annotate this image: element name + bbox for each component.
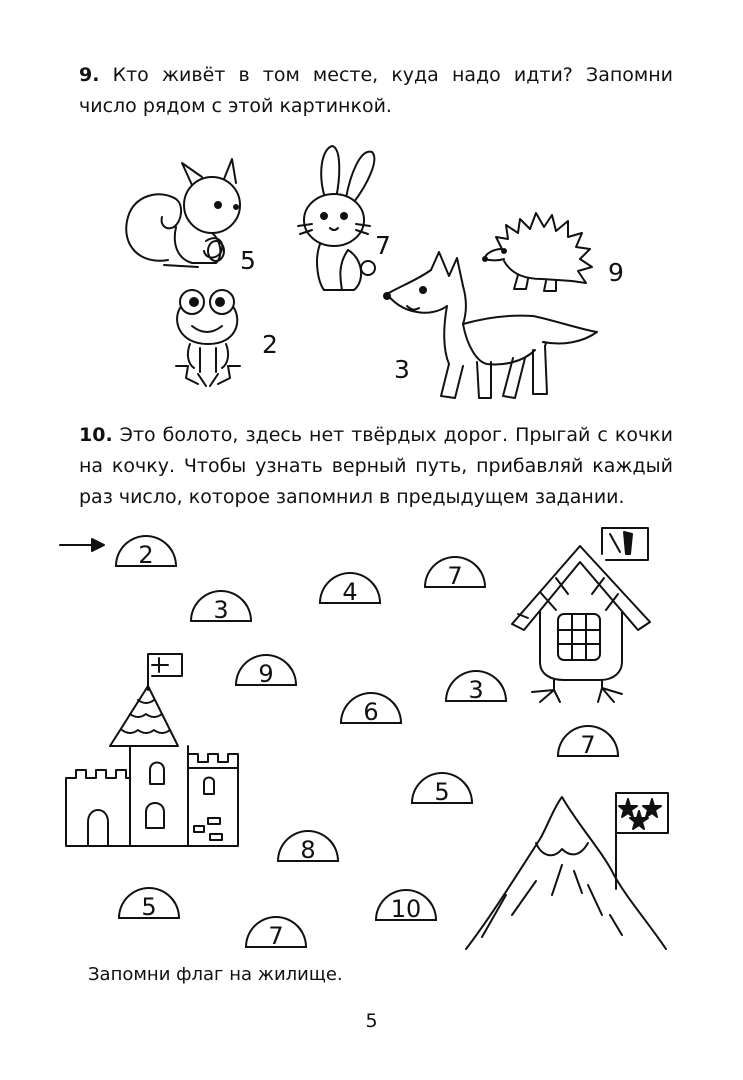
- stone-4[interactable]: 4: [319, 572, 381, 604]
- frog-image: [170, 288, 248, 388]
- stone-6[interactable]: 6: [340, 692, 402, 724]
- wolf-number: 3: [394, 355, 410, 384]
- start-arrow-icon: [58, 537, 106, 553]
- squirrel-image: [120, 155, 245, 280]
- stone-3a[interactable]: 3: [190, 590, 252, 622]
- wolf-image: [383, 250, 603, 405]
- hut-on-legs-image: [510, 522, 660, 707]
- task-10-body: Это болото, здесь нет твёрдых дорог. Прыгай с кочки на кочку. Чтобы узнать верный путь, прибавляй каждый раз число, которое запомнил в предыдущем задании.: [79, 424, 673, 508]
- squirrel-number: 5: [240, 246, 256, 275]
- stone-8[interactable]: 8: [277, 830, 339, 862]
- stone-2[interactable]: 2: [115, 535, 177, 567]
- stone-9[interactable]: 9: [235, 654, 297, 686]
- task-9-text: [79, 60, 673, 122]
- rabbit-image: [296, 140, 386, 295]
- task-10-number: 10.: [79, 424, 113, 446]
- page-number: 5: [365, 1010, 378, 1032]
- frog-number: 2: [262, 330, 278, 359]
- castle-image: [60, 650, 250, 850]
- stone-5b[interactable]: 5: [118, 887, 180, 919]
- mountain-image: [462, 785, 672, 955]
- task-9-number: 9.: [79, 64, 100, 86]
- hedgehog-number: 9: [608, 258, 624, 287]
- stone-10[interactable]: 10: [375, 889, 437, 921]
- stone-3b[interactable]: 3: [445, 670, 507, 702]
- stone-7a[interactable]: 7: [424, 556, 486, 588]
- task-9-body: Кто живёт в том месте, куда надо идти? Запомни число рядом с этой картинкой.: [79, 64, 673, 117]
- stone-7b[interactable]: 7: [557, 725, 619, 757]
- stone-5a[interactable]: 5: [411, 772, 473, 804]
- footer-note: Запомни флаг на жилище.: [88, 964, 343, 985]
- rabbit-number: 7: [375, 231, 391, 260]
- stone-7c[interactable]: 7: [245, 916, 307, 948]
- task-10-text: [79, 420, 673, 513]
